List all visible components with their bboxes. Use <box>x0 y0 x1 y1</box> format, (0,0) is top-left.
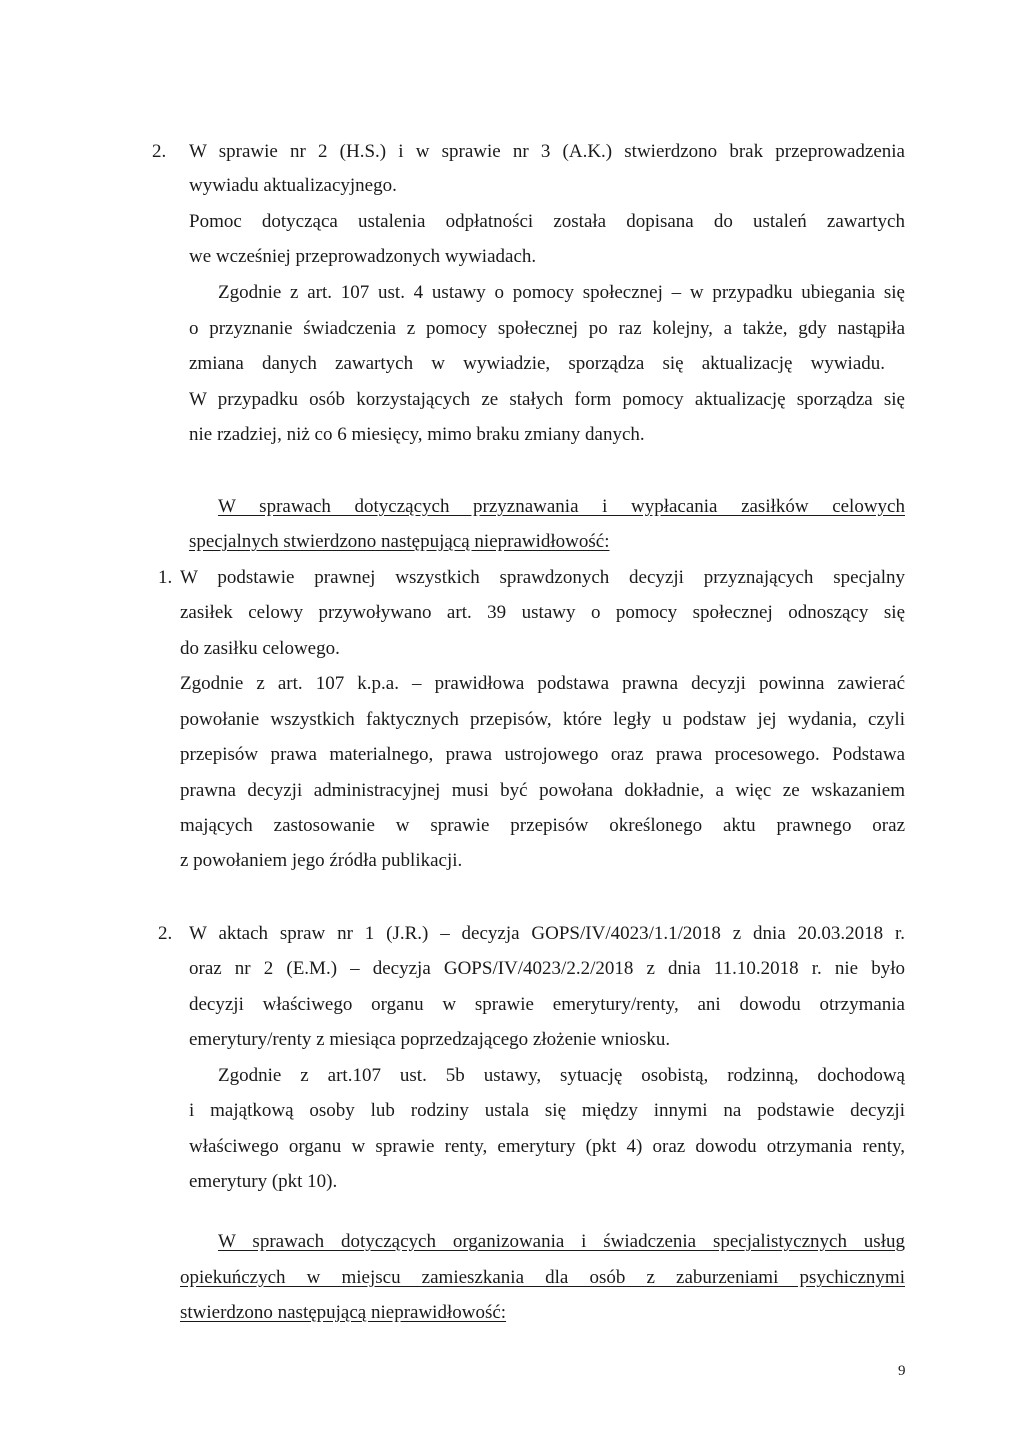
paragraph-line: Zgodnie z art. 107 k.p.a. – prawidłowa podstawa prawna decyzji powinna zawierać <box>180 673 905 694</box>
paragraph-line: W sprawie nr 2 (H.S.) i w sprawie nr 3 (A.K.) stwierdzono brak przeprowadzenia <box>189 141 905 162</box>
paragraph-line: zasiłek celowy przywoływano art. 39 ustawy o pomocy społecznej odnoszący się <box>180 602 905 623</box>
paragraph-line: prawna decyzji administracyjnej musi być powołana dokładnie, a więc ze wskazaniem <box>180 780 905 801</box>
paragraph-line: Pomoc dotycząca ustalenia odpłatności została dopisana do ustaleń zawartych <box>189 211 905 232</box>
paragraph-line: z powołaniem jego źródła publikacji. <box>180 850 463 871</box>
paragraph-line: do zasiłku celowego. <box>180 638 340 659</box>
paragraph-line: zmiana danych zawartych w wywiadzie, sporządza się aktualizację wywiadu. <box>189 353 885 374</box>
paragraph-line: powołanie wszystkich faktycznych przepisów, które legły u podstaw jej wydania, czyli <box>180 709 905 730</box>
paragraph-line: przepisów prawa materialnego, prawa ustrojowego oraz prawa procesowego. Podstawa <box>180 744 905 765</box>
section-heading: stwierdzono następującą nieprawidłowość: <box>180 1302 507 1323</box>
section-heading: W sprawach dotyczących organizowania i świadczenia specjalistycznych usług <box>218 1231 905 1252</box>
section-heading: specjalnych stwierdzono następującą nieprawidłowość: <box>189 531 610 552</box>
section-heading: W sprawach dotyczących przyznawania i wypłacania zasiłków celowych <box>218 496 905 517</box>
paragraph-line: W aktach spraw nr 1 (J.R.) – decyzja GOPS/IV/4023/1.1/2018 z dnia 20.03.2018 r. <box>189 923 905 944</box>
paragraph-line: nie rzadziej, niż co 6 miesięcy, mimo braku zmiany danych. <box>189 424 645 445</box>
list-number: 2. <box>158 923 173 944</box>
list-number: 2. <box>152 141 167 162</box>
paragraph-line: i majątkową osoby lub rodziny ustala się między innymi na podstawie decyzji <box>189 1100 905 1121</box>
paragraph-line: Zgodnie z art. 107 ust. 4 ustawy o pomocy społecznej – w przypadku ubiegania się <box>218 282 905 303</box>
paragraph-line: właściwego organu w sprawie renty, emerytury (pkt 4) oraz dowodu otrzymania renty, <box>189 1136 905 1157</box>
paragraph-line: decyzji właściwego organu w sprawie emerytury/renty, ani dowodu otrzymania <box>189 994 905 1015</box>
paragraph-line: Zgodnie z art.107 ust. 5b ustawy, sytuację osobistą, rodzinną, dochodową <box>218 1065 905 1086</box>
list-number: 1. <box>158 567 173 588</box>
paragraph-line: emerytury/renty z miesiąca poprzedzającego złożenie wniosku. <box>189 1029 671 1050</box>
paragraph-line: mających zastosowanie w sprawie przepisów określonego aktu prawnego oraz <box>180 815 905 836</box>
section-heading: opiekuńczych w miejscu zamieszkania dla osób z zaburzeniami psychicznymi <box>180 1267 905 1288</box>
paragraph-line: o przyznanie świadczenia z pomocy społecznej po raz kolejny, a także, gdy nastąpiła <box>189 318 905 339</box>
paragraph-line: oraz nr 2 (E.M.) – decyzja GOPS/IV/4023/2.2/2018 z dnia 11.10.2018 r. nie było <box>189 958 905 979</box>
paragraph-line: W przypadku osób korzystających ze stałych form pomocy aktualizację sporządza się <box>189 389 905 410</box>
page-number: 9 <box>898 1363 906 1379</box>
paragraph-line: wywiadu aktualizacyjnego. <box>189 175 397 196</box>
paragraph-line: emerytury (pkt 10). <box>189 1171 338 1192</box>
paragraph-line: we wcześniej przeprowadzonych wywiadach. <box>189 246 537 267</box>
paragraph-line: W podstawie prawnej wszystkich sprawdzonych decyzji przyznających specjalny <box>180 567 905 588</box>
